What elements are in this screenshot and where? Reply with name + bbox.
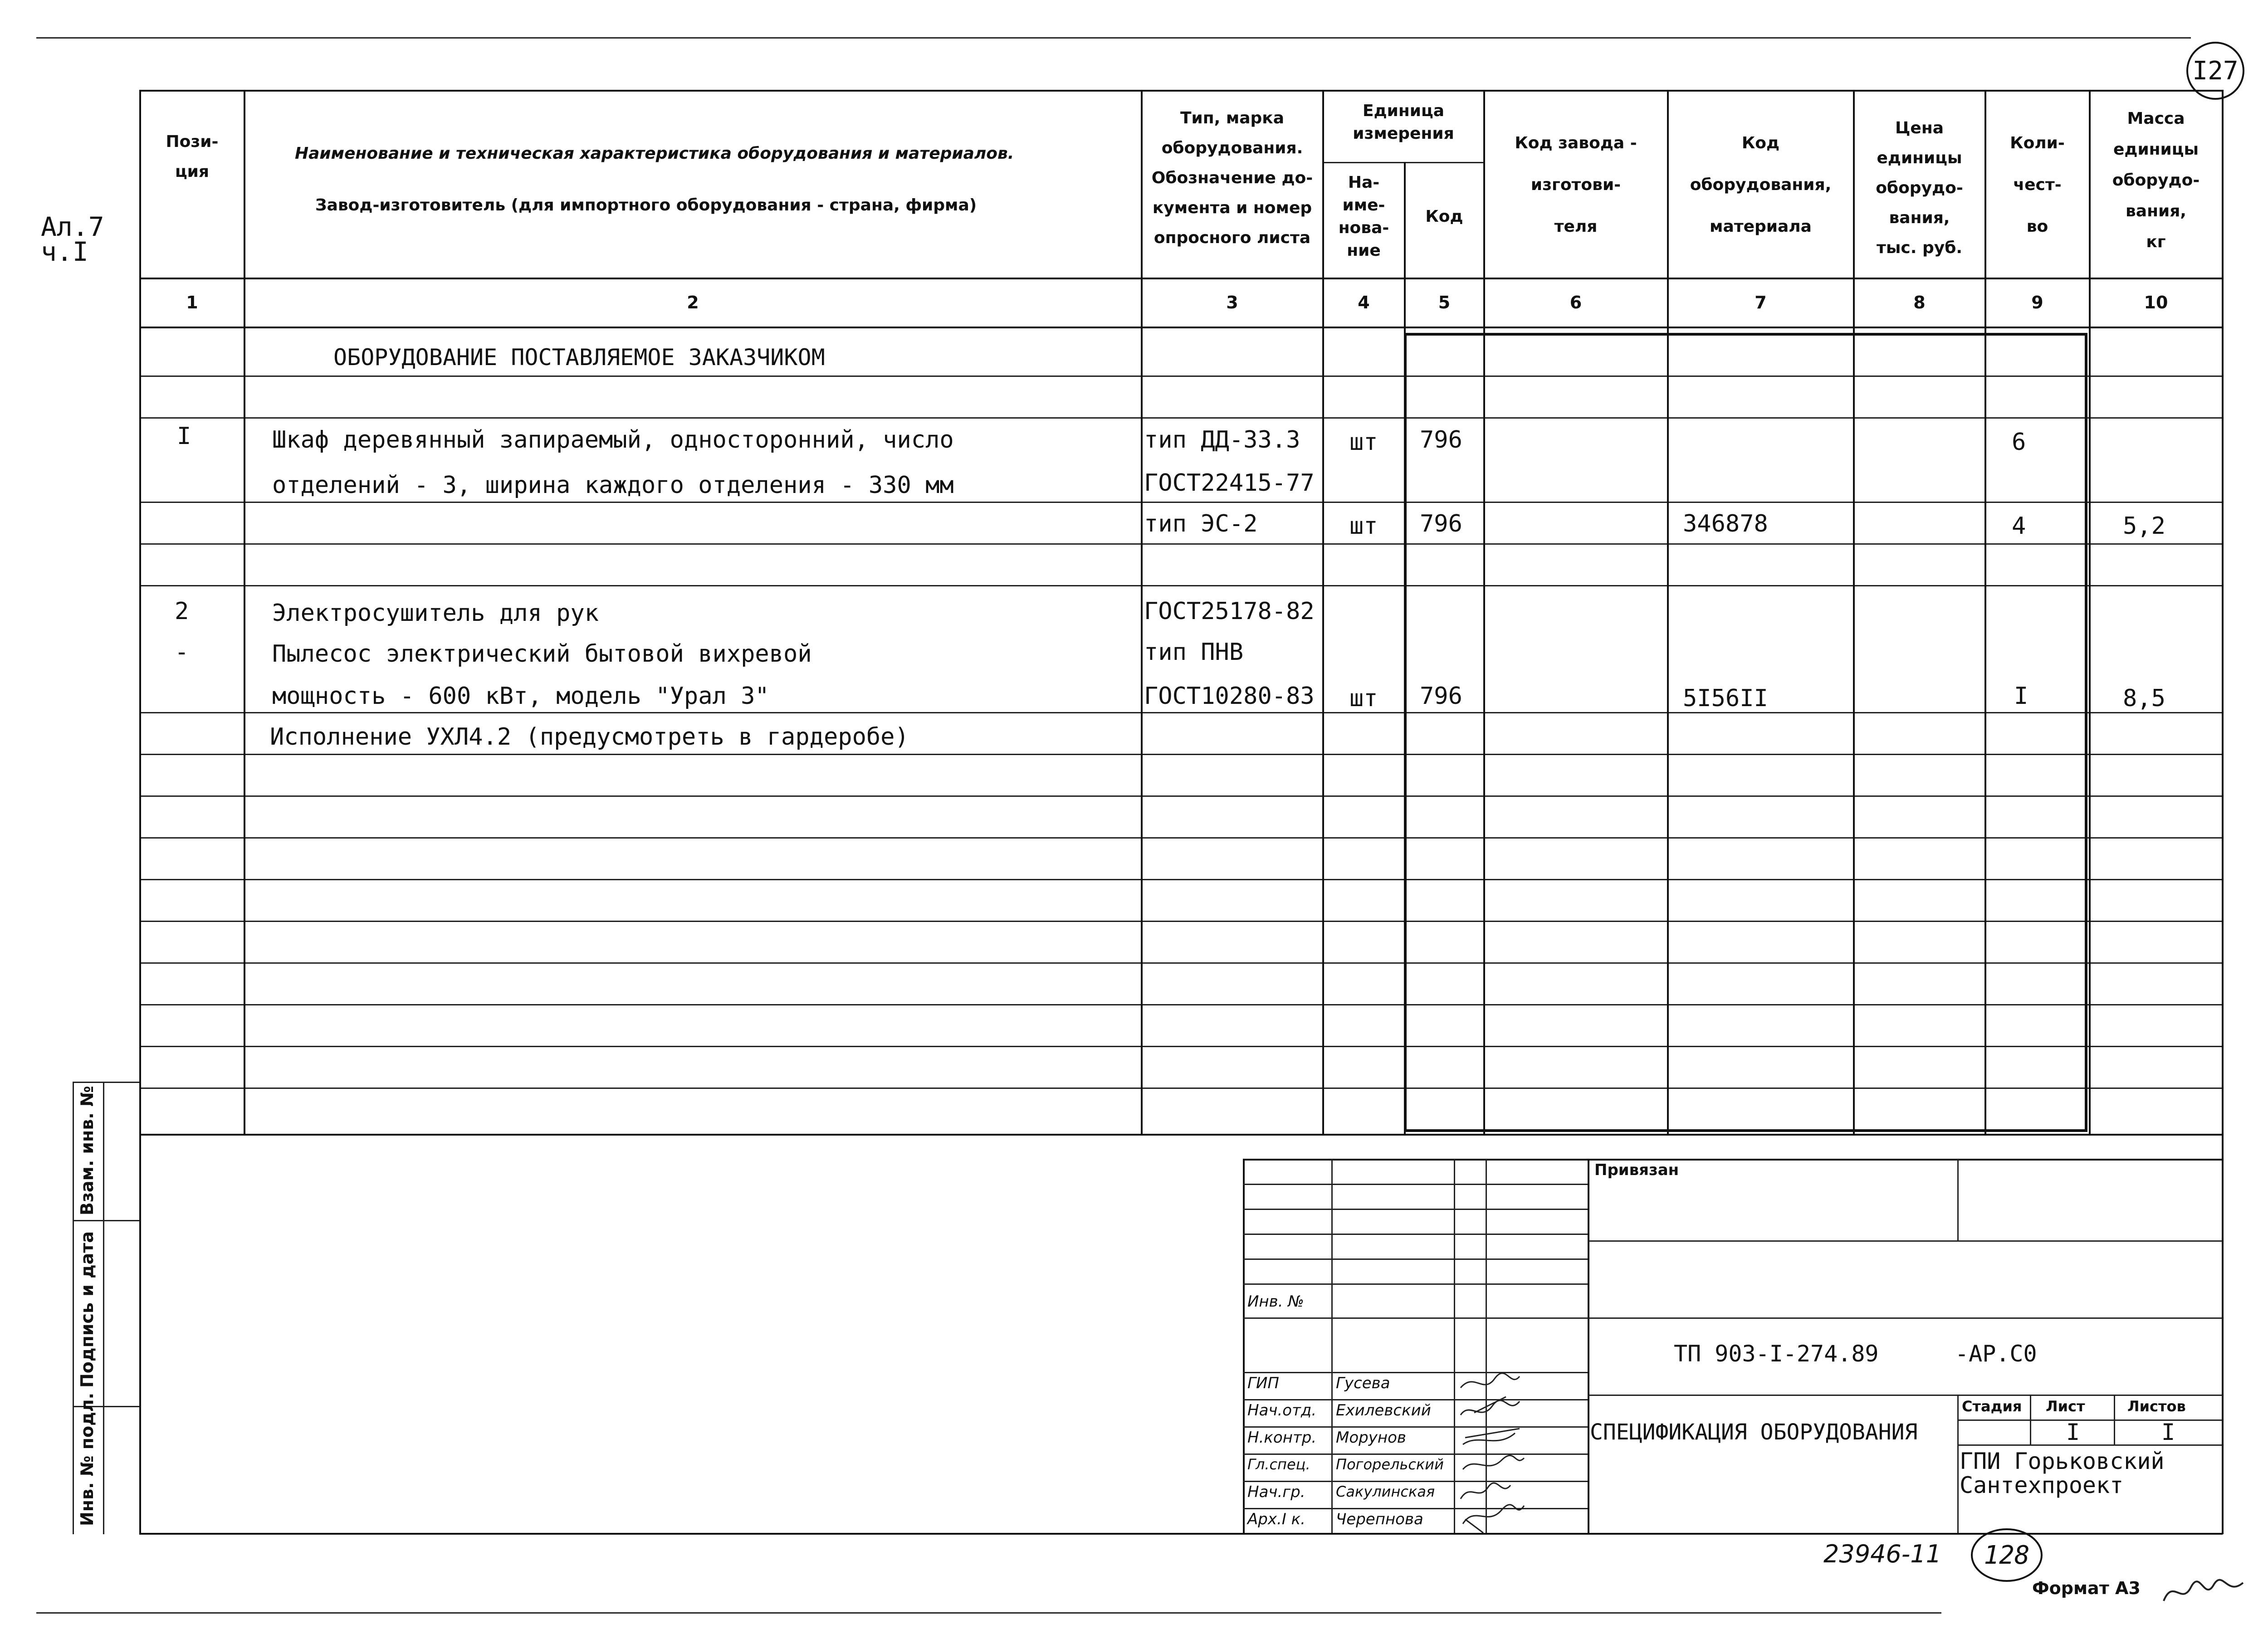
circle-number-frame <box>1971 1528 2043 1582</box>
margin-note-1: Ал.7 <box>41 211 104 242</box>
header-unit: Единица измерения <box>1353 102 1454 143</box>
header-position: Пози- ция <box>166 132 219 181</box>
header-unit-name: На- име- нова- ние <box>1338 173 1389 260</box>
format-label: Формат А3 <box>2032 1578 2141 1598</box>
page-number: I27 <box>2192 56 2239 86</box>
sheets-value: I <box>2161 1419 2175 1445</box>
bottom-rule <box>36 1612 1941 1614</box>
org-line-1: ГПИ Горьковский <box>1960 1448 2165 1474</box>
header-name-line2: Завод-изготовитель (для импортного оборудования - страна, фирма) <box>315 196 977 215</box>
margin-note-2: ч.I <box>41 236 88 267</box>
frame-bottom <box>139 1533 2223 1535</box>
header-unit-code: Код <box>1425 207 1463 226</box>
inv-no-label: Инв. № <box>1247 1293 1304 1311</box>
header-material-code: Код оборудования, материала <box>1690 134 1832 236</box>
header-factory-code: Код завода - изготови- теля <box>1515 134 1637 236</box>
archive-number: 23946-11 <box>1823 1540 1941 1568</box>
stage-label: Стадия <box>1962 1398 2022 1415</box>
doc-code: ТП 903-I-274.89 <box>1674 1341 1879 1367</box>
sheets-label: Листов <box>2127 1398 2186 1415</box>
header-price: Цена единицы оборудо- вания, тыс. руб. <box>1876 119 1963 257</box>
privyazan-label: Привязан <box>1594 1161 1679 1179</box>
header-name-line1: Наименование и техническая характеристика оборудования и материалов. <box>295 144 1014 163</box>
sheet-title: СПЕЦИФИКАЦИЯ ОБОРУДОВАНИЯ <box>1590 1419 1918 1445</box>
header-mass: Масса единицы оборудо- вания, кг <box>2112 109 2200 251</box>
sheet-value: I <box>2066 1419 2080 1445</box>
sheet-label: Лист <box>2046 1398 2085 1415</box>
corner-signature <box>2159 1569 2250 1614</box>
header-quantity: Коли- чест- во <box>2010 134 2065 236</box>
section-title: ОБОРУДОВАНИЕ ПОСТАВЛЯЕМОЕ ЗАКАЗЧИКОМ <box>333 344 825 371</box>
side-inv-podl: Инв. № подл. <box>77 1392 97 1526</box>
side-vzam: Взам. инв. № <box>77 1086 97 1215</box>
circle-number: 128 <box>1984 1540 2030 1570</box>
org-line-2: Сантехпроект <box>1960 1472 2124 1498</box>
top-rule <box>36 37 2191 39</box>
doc-code-suffix: -АР.С0 <box>1955 1341 2037 1367</box>
header-type: Тип, марка оборудования. Обозначение до- кумента и номер опросного листа <box>1151 109 1313 247</box>
signatures-scribble <box>1456 1370 1592 1533</box>
side-podpis: Подпись и дата <box>77 1231 97 1388</box>
